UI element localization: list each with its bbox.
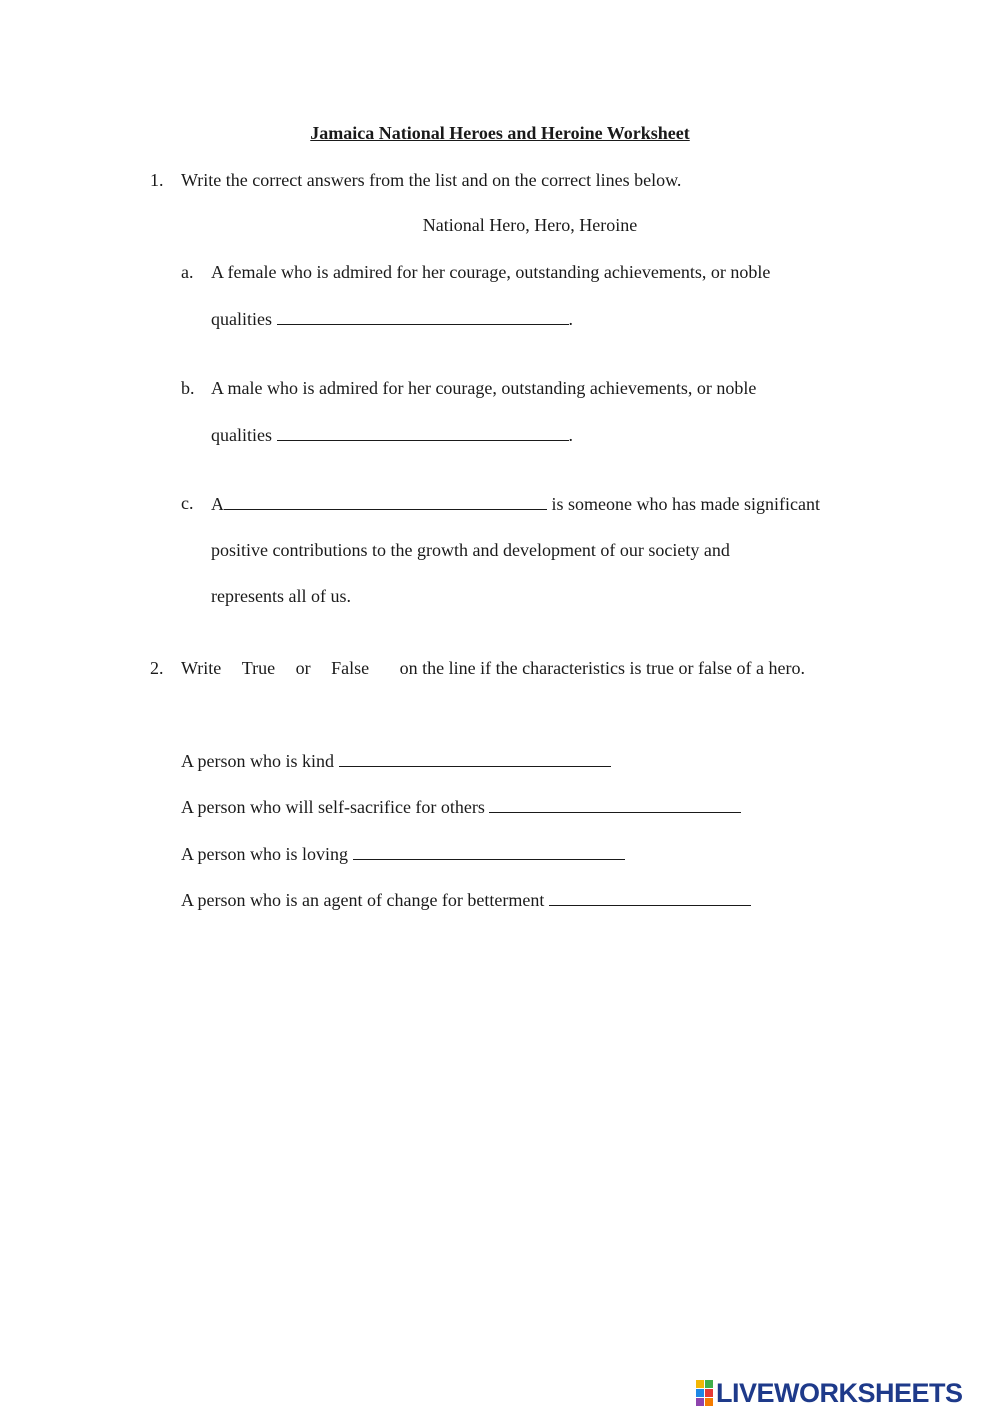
item-c-blank[interactable]	[224, 491, 547, 510]
item-c-line-2: positive contributions to the growth and development of our society and	[211, 540, 730, 560]
tf-item-4-text: A person who is an agent of change for betterment	[181, 890, 545, 910]
item-b-text: A male who is admired for her courage, outstanding achievements, or noble	[211, 378, 757, 398]
word-list: National Hero, Hero, Heroine	[422, 215, 638, 235]
tf-item-1-text: A person who is kind	[181, 751, 334, 771]
item-c-line-3: represents all of us.	[211, 586, 351, 606]
logo-block-3	[696, 1389, 704, 1397]
item-a-qualities-label: qualities	[211, 309, 272, 329]
item-a-letter: a.	[181, 262, 194, 282]
item-a-blank[interactable]	[277, 306, 569, 325]
tf-item-4	[181, 887, 751, 912]
liveworksheets-logo-icon	[696, 1380, 713, 1406]
tf-item-1	[181, 748, 611, 773]
item-b-qualities-label: qualities	[211, 425, 272, 445]
tf-item-3	[181, 841, 625, 866]
logo-block-1	[696, 1380, 704, 1388]
worksheet-title: Jamaica National Heroes and Heroine Worksheet	[310, 123, 690, 143]
tf-item-3-blank[interactable]	[353, 841, 625, 860]
item-b-letter: b.	[181, 378, 195, 398]
question-2-instruction	[181, 656, 805, 680]
tf-item-2	[181, 794, 741, 819]
item-a-text: A female who is admired for her courage, outstanding achievements, or noble	[211, 262, 771, 282]
item-c-prefix: A	[211, 494, 224, 514]
liveworksheets-logo-text: LIVEWORKSHEETS	[716, 1378, 963, 1408]
item-c-line-1	[211, 491, 820, 516]
tf-item-2-text: A person who will self-sacrifice for others	[181, 797, 485, 817]
q2-word-write: Write	[181, 658, 222, 678]
item-a-period: .	[568, 309, 573, 329]
logo-block-4	[705, 1389, 713, 1397]
item-b-period: .	[568, 425, 573, 445]
tf-item-4-blank[interactable]	[549, 887, 751, 906]
question-2-number: 2.	[150, 658, 164, 678]
logo-block-5	[696, 1398, 704, 1406]
liveworksheets-logo[interactable]	[696, 1380, 963, 1406]
item-c-suffix: is someone who has made significant	[551, 494, 820, 514]
item-c-letter: c.	[181, 493, 194, 513]
item-b-answer-line	[211, 422, 573, 447]
item-a-answer-line	[211, 306, 573, 331]
logo-block-2	[705, 1380, 713, 1388]
item-b-blank[interactable]	[277, 422, 569, 441]
q2-word-false: False	[331, 658, 370, 678]
q2-instruction-rest: on the line if the characteristics is true or false of a hero.	[399, 658, 805, 678]
tf-item-3-text: A person who is loving	[181, 844, 349, 864]
question-1-instruction: Write the correct answers from the list and on the correct lines below.	[181, 170, 682, 190]
question-1-number: 1.	[150, 170, 164, 190]
q2-word-true: True	[241, 658, 276, 678]
q2-word-or: or	[295, 658, 311, 678]
tf-item-2-blank[interactable]	[489, 794, 741, 813]
logo-block-6	[705, 1398, 713, 1406]
tf-item-1-blank[interactable]	[339, 748, 611, 767]
